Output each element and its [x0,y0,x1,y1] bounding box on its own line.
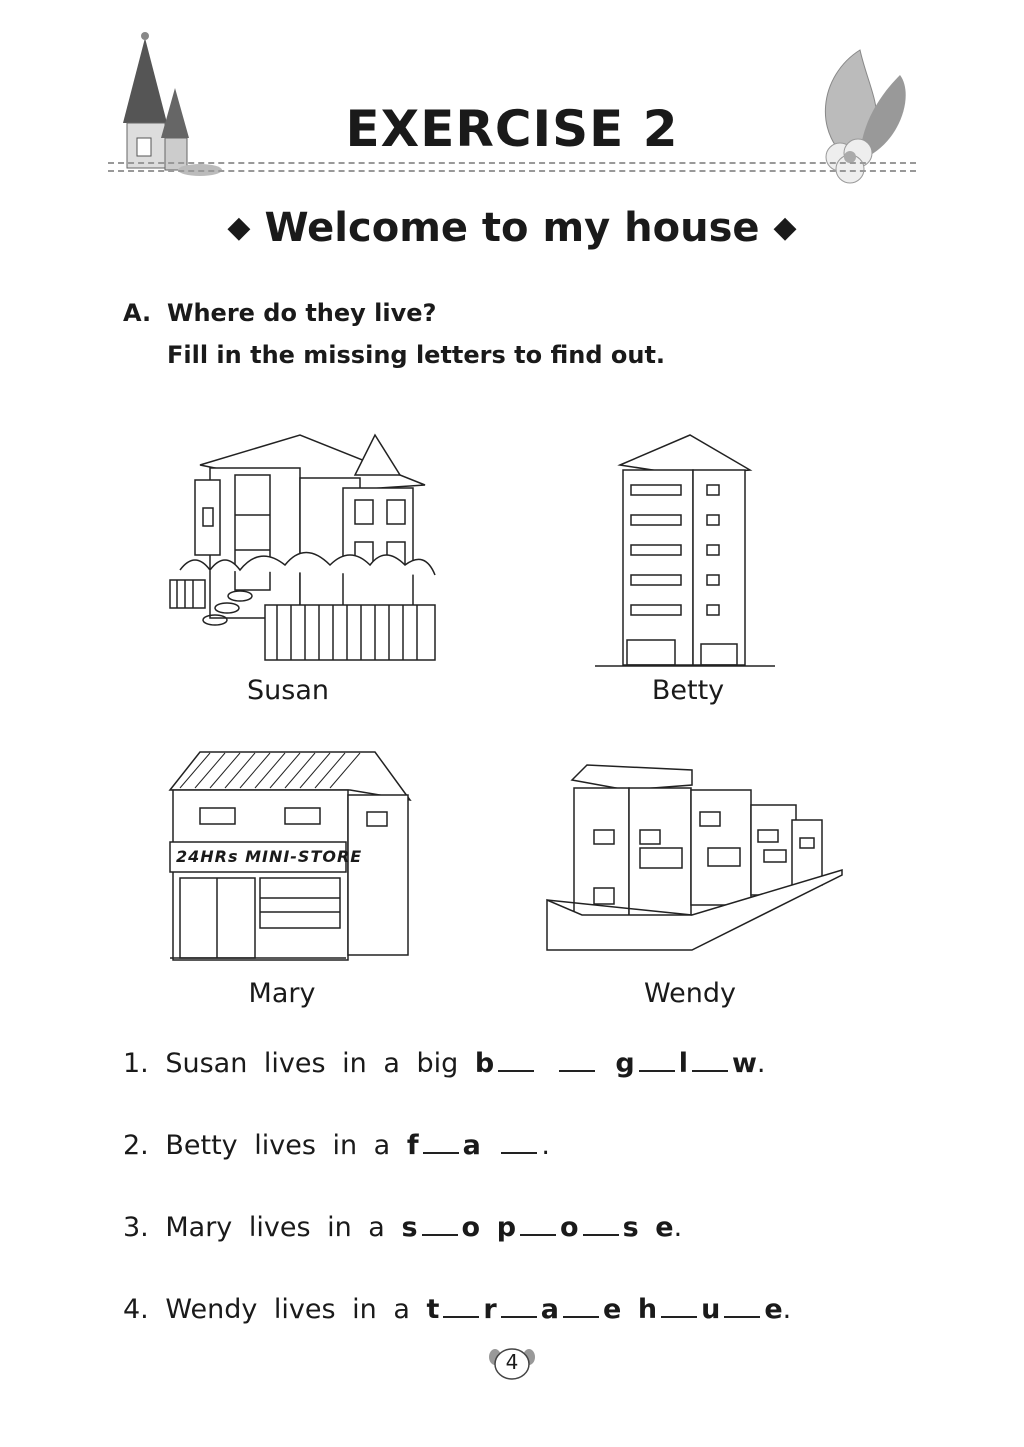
answer-blank[interactable] [498,1066,534,1072]
answer-letter: w [731,1048,757,1079]
section-a-instructions [123,292,665,376]
sentence-end: . [782,1294,792,1325]
bungalow-house-illustration [165,430,440,665]
sentence-end: . [541,1130,550,1161]
subtitle [0,205,1024,251]
answer-blank[interactable] [583,1230,619,1236]
caption-susan: Susan [247,675,329,706]
answer-letter: a [462,1130,481,1161]
answer-letter: p [496,1212,517,1243]
diamond-bullet-icon: ◆ [227,210,251,245]
page-number: 4 [505,1350,519,1374]
question-text: Wendy lives in a [165,1294,410,1325]
question-number: 4. [123,1294,149,1325]
question-2 [123,1130,550,1161]
instruction-line-1: Where do they live? [167,299,437,327]
question-text: Susan lives in a big [165,1048,459,1079]
answer-letter: l [678,1048,688,1079]
question-number: 1. [123,1048,149,1079]
answer-letter: b [474,1048,495,1079]
answer-blank[interactable] [692,1066,728,1072]
answer-blank[interactable] [501,1312,537,1318]
question-text: Mary lives in a [165,1212,385,1243]
answer-letter: t [426,1294,440,1325]
answer-blank[interactable] [724,1312,760,1318]
answer-blank[interactable] [520,1230,556,1236]
question-number: 2. [123,1130,149,1161]
answer-blank[interactable] [639,1066,675,1072]
answer-blank[interactable] [443,1312,479,1318]
answer-letter: s [401,1212,418,1243]
answer-letter: o [560,1212,579,1243]
answer-letter: e [764,1294,783,1325]
answer-letter: h [637,1294,658,1325]
answer-blank[interactable] [559,1066,595,1072]
answer-letter: e [602,1294,622,1325]
answer-blank[interactable] [563,1312,599,1318]
caption-mary: Mary [248,978,316,1009]
question-1 [123,1048,766,1079]
caption-wendy: Wendy [644,978,736,1009]
answer-blank[interactable] [501,1148,537,1154]
question-text: Betty lives in a [165,1130,391,1161]
caption-betty: Betty [651,675,725,706]
section-label: A. [123,299,152,327]
answer-letter: a [540,1294,559,1325]
question-number: 3. [123,1212,149,1243]
sentence-end: . [756,1048,766,1079]
question-4 [123,1294,791,1325]
store-sign-text: 24HRs MINI-STORE [176,847,363,866]
sentence-end: . [673,1212,683,1243]
answer-letter: e [655,1212,674,1243]
answer-letter: o [461,1212,481,1243]
instruction-line-2: Fill in the missing letters to find out. [167,341,666,369]
answer-letter: u [701,1294,721,1325]
answer-blank[interactable] [422,1230,458,1236]
question-3 [123,1212,682,1243]
apartment-tower-illustration [595,430,775,670]
answer-letter: f [406,1130,419,1161]
diamond-bullet-icon: ◆ [773,210,797,245]
answer-blank[interactable] [661,1312,697,1318]
subtitle-text: Welcome to my house [264,205,760,251]
answer-blank[interactable] [423,1148,459,1154]
title-divider [108,162,916,172]
terrace-houses-illustration [542,760,847,960]
answer-letter: s [622,1212,639,1243]
answer-letter: g [615,1048,635,1079]
answer-letter: r [483,1294,497,1325]
page-title: EXERCISE 2 [345,100,679,158]
